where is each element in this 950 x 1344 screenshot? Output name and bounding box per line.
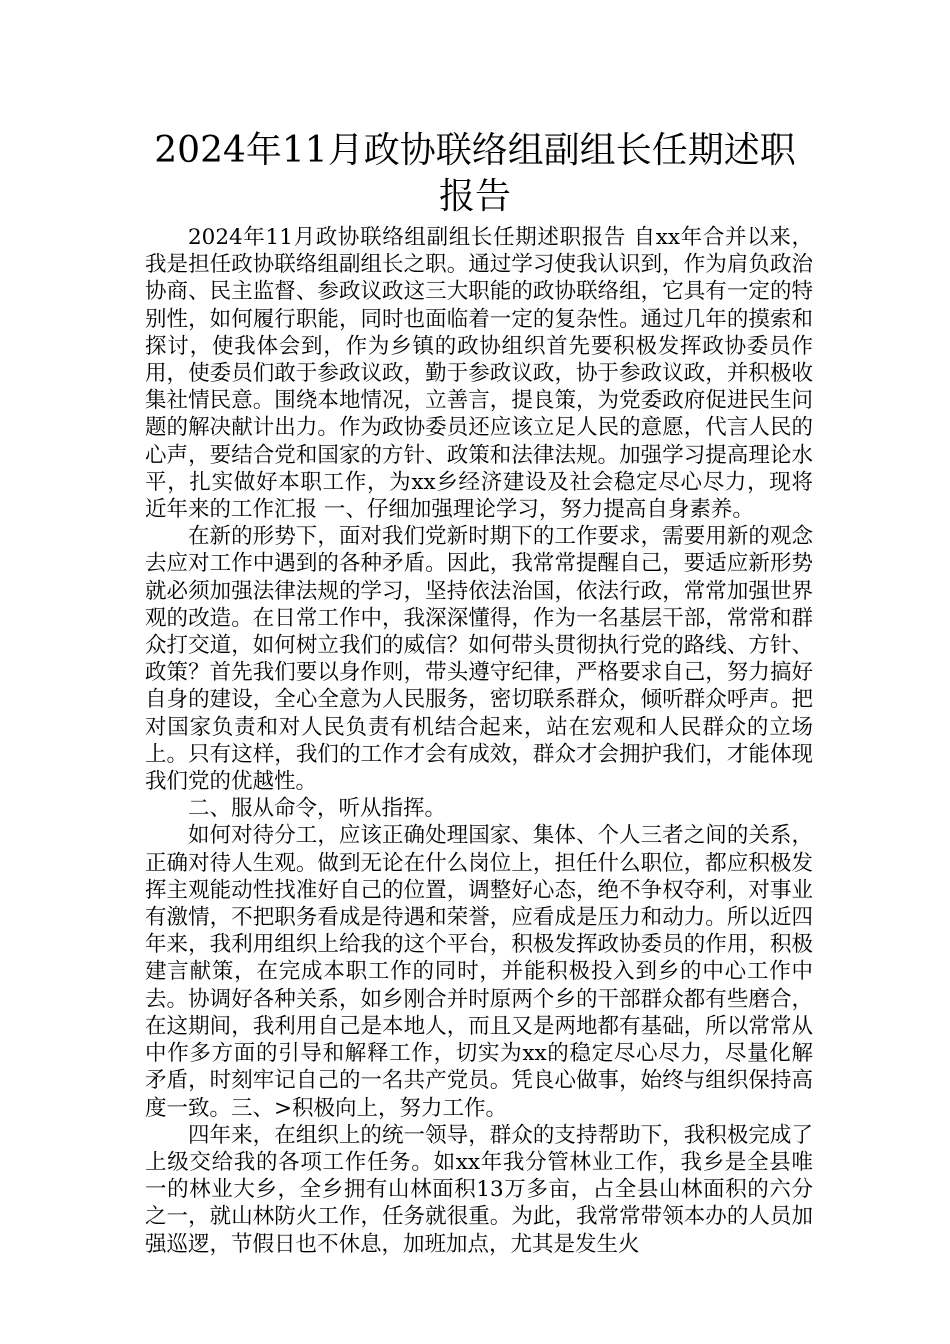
paragraph-3: 如何对待分工，应该正确处理国家、集体、个人三者之间的关系，正确对待人生观。做到无论在什么岗位上，担任什么职位，都应积极发挥主观能动性找准好自己的位置，调整好心态，绝不争权夺利，对事业有激情，不把职务看成是待遇和荣誉，应看成是压力和动力。所以近四年来，我利用组织上给我的这个平台，积极发挥政协委员的作用，积极建言献策，在完成本职工作的同时，并能积极投入到乡的中心工作中去。协调好各种关系，如乡刚合并时原两个乡的干部群众都有些磨合，在这期间，我利用自己是本地人，而且又是两地都有基础，所以常常从中作多方面的引导和解释工作，切实为xx的稳定尽心尽力，尽量化解矛盾，时刻牢记自己的一名共产党员。凭良心做事，始终与组织保持高度一致。三、>积极向上，努力工作。 bbox=[145, 823, 813, 1121]
document-body bbox=[145, 224, 813, 1258]
paragraph-1: 2024年11月政协联络组副组长任期述职报告 自xx年合并以来，我是担任政协联络组副组长之职。通过学习使我认识到，作为肩负政治协商、民主监督、参政议政这三大职能的政协联络组，它具有一定的特别性，如何履行职能，同时也面临着一定的复杂性。通过几年的摸索和探讨，使我体会到，作为乡镇的政协组织首先要积极发挥政协委员作用，使委员们敢于参政议政，勤于参政议政，协于参政议政，并积极收集社情民意。围绕本地情况，立善言，提良策，为党委政府促进民生问题的解决献计出力。作为政协委员还应该立足人民的意愿，代言人民的心声，要结合党和国家的方针、政策和法律法规。加强学习提高理论水平，扎实做好本职工作，为xx乡经济建设及社会稳定尽心尽力，现将近年来的工作汇报 一、仔细加强理论学习，努力提高自身素养。 bbox=[145, 225, 813, 523]
document-title: 2024年11月政协联络组副组长任期述职报告 bbox=[154, 130, 796, 217]
paragraph-4: 四年来，在组织上的统一领导，群众的支持帮助下，我积极完成了上级交给我的各项工作任务。如xx年我分管林业工作，我乡是全县唯一的林业大乡，全乡拥有山林面积13万多亩，占全县山林面积的六分之一，就山林防火工作，任务就很重。为此，我常常带领本办的人员加强巡逻，节假日也不休息，加班加点，尤其是发生火 bbox=[145, 1122, 813, 1257]
paragraph-2: 在新的形势下，面对我们党新时期下的工作要求，需要用新的观念去应对工作中遇到的各种矛盾。因此，我常常提醒自己，要适应新形势就必须加强法律法规的学习，坚持依法治国，依法行政，常常加强世界观的改造。在日常工作中，我深深懂得，作为一名基层干部，常常和群众打交道，如何树立我们的威信？如何带头贯彻执行党的路线、方针、政策？首先我们要以身作则，带头遵守纪律，严格要求自己，努力搞好自身的建设，全心全意为人民服务，密切联系群众，倾听群众呼声。把对国家负责和对人民负责有机结合起来，站在宏观和人民群众的立场上。只有这样，我们的工作才会有成效，群众才会拥护我们，才能体现我们党的优越性。 bbox=[145, 524, 813, 795]
section-heading-2: 二、服从命令，听从指挥。 bbox=[188, 796, 447, 822]
